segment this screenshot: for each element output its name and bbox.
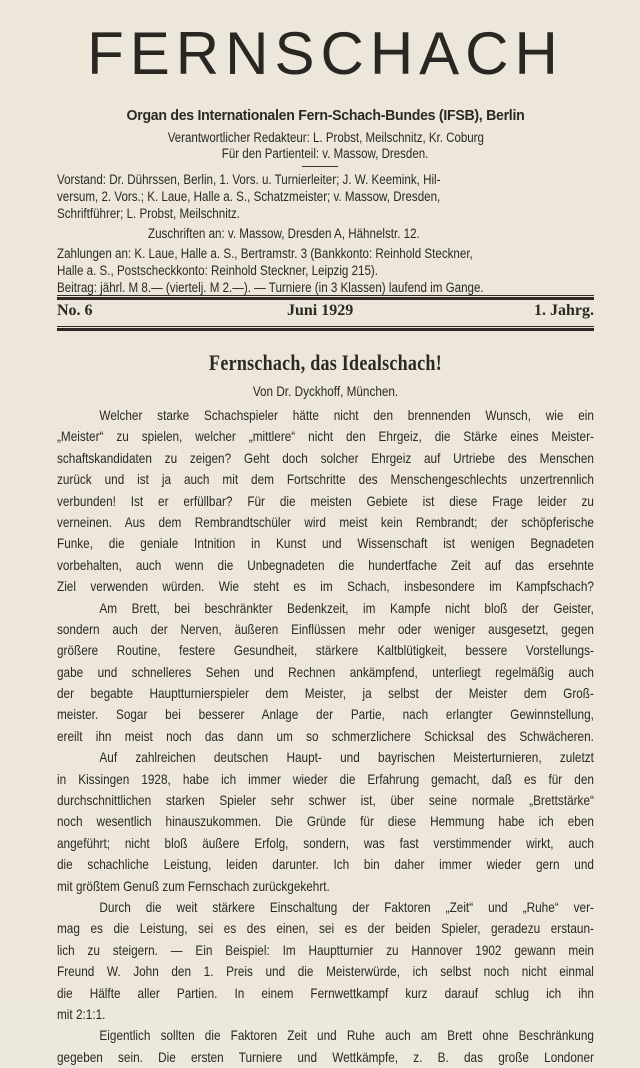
games-editor-text: Für den Partienteil: v. Massow, Dresden. — [222, 146, 429, 161]
masthead-editor — [57, 130, 594, 146]
text-line: mit 2:1:1. — [57, 1006, 106, 1022]
text-line: gegeben sein. Die ersten Turniere und Wettkämpfe, z. B. das große Londoner — [57, 1049, 594, 1065]
text-line: Ziel verwenden würden. Wie steht es im Schach, insbesondere im Kampfschach? — [57, 579, 594, 595]
issue-date: Juni 1929 — [287, 302, 354, 319]
text-line: Welcher starke Schachspieler hätte nicht den brennenden Wunsch, wie ein — [99, 408, 594, 423]
membership-fee: Beitrag: jährl. M 8.— (viertelj. M 2.—). — Turniere (in 3 Klassen) laufend im Gange. — [57, 280, 484, 295]
issue-bar — [57, 302, 594, 324]
masthead-games-editor — [57, 146, 594, 162]
text-line: verbunden! Ist er erfüllbar? Für die meisten Gebiete ist diese Frage leider zu — [57, 493, 594, 509]
text-line: der begabte Hauptturnierspieler dem Meister, ja selbst der Meister dem Groß- — [57, 686, 594, 702]
rule-bottom-thick — [57, 328, 594, 331]
rule-bottom-thin — [57, 326, 594, 327]
text-line: größere Routine, festere Gesundheit, stärkere Kaltblütigkeit, bessere Vorstellungs- — [57, 643, 594, 659]
text-line: vorbehalten, auch wenn die Unbegnadeten die hundertfache Zeit auf das ersehnte — [57, 557, 594, 573]
masthead-organ: Organ des Internationalen Fern-Schach-Bundes (IFSB), Berlin — [126, 107, 525, 124]
issue-number: No. 6 — [57, 302, 93, 319]
text-line: Am Brett, bei beschränkter Bedenkzeit, im Kampfe nicht bloß der Geister, — [99, 600, 594, 616]
paragraph-2 — [57, 598, 594, 748]
text-line: ereilt ihn meist noch das dann um so schmerzlichere Schicksal des Schwächeren. — [57, 728, 594, 744]
text-line: noch wesentlich hinauszukommen. Die Gründe für diese Hemmung habe ich eben — [57, 814, 594, 830]
masthead-title: FERNSCHACH — [87, 20, 564, 87]
text-line: sondern auch der Nerven, äußeren Einflüssen mehr oder weniger ausgesetzt, gegen — [57, 621, 594, 637]
text-line: „Meister“ zu spielen, welcher „mittlere“ nicht den Ehrgeiz, die Stärke eines Meister- — [57, 429, 594, 445]
board-line-3: Schriftführer; L. Probst, Meilschnitz. — [57, 206, 241, 221]
text-line: angeführt; nicht bloß äußere Erfolg, sondern, was fast verstimmender wirkt, auch — [57, 835, 594, 851]
payments-line-1: Zahlungen an: K. Laue, Halle a. S., Bertramstr. 3 (Bankkonto: Reinhold Steckner, — [57, 246, 473, 261]
rule-top-thin — [57, 295, 594, 296]
payments-line-2: Halle a. S., Postscheckkonto: Reinhold Steckner, Leipzig 215). — [57, 263, 379, 278]
paragraph-3 — [57, 747, 594, 897]
text-line: lich zu steigern. — Ein Beispiel: Im Hauptturnier zu Hannover 1902 gewann mein — [57, 942, 594, 958]
text-line: die schachliche Leistung, leiden darunter. Ich bin daher immer wieder gern und — [57, 857, 594, 873]
paragraph-1 — [57, 405, 594, 598]
text-line: gabe und schnelleres Sehen und Rechnen ankämpfend, unterliegt regelmäßig auch — [57, 664, 594, 680]
board-line-1: Vorstand: Dr. Dührssen, Berlin, 1. Vors. u. Turnierleiter; J. W. Keemink, Hil- — [57, 172, 441, 187]
paragraph-4 — [57, 897, 594, 1025]
board-line-2: versum, 2. Vors.; K. Laue, Halle a. S., Schatzmeister; v. Massow, Dresden, — [57, 189, 441, 204]
text-line: in Kissingen 1928, habe ich immer wieder die Erfahrung gemacht, daß es für den — [57, 771, 594, 787]
article-body — [57, 405, 594, 1068]
text-line: durchschnittlichen starken Spieler sehr schwer ist, über seine normale „Brettstärke“ — [57, 793, 594, 809]
short-divider — [302, 166, 338, 167]
editor-text: Verantwortlicher Redakteur: L. Probst, Meilschnitz, Kr. Coburg — [167, 130, 484, 145]
text-line: zurück und ist ja auch mit dem Fortschritte des Menschengeschlechts unzertrennlich — [57, 472, 594, 488]
article-headline: Fernschach, das Idealschach! — [209, 350, 442, 375]
text-line: Auf zahlreichen deutschen Haupt- und bayrischen Meisterturnieren, zuletzt — [99, 750, 594, 766]
issue-volume: 1. Jahrg. — [534, 302, 594, 319]
text-line: mit größtem Genuß zum Fernschach zurückgekehrt. — [57, 878, 330, 894]
text-line: Freund W. John den 1. Preis und die Meisterwürde, ich selbst noch nicht einmal — [57, 964, 594, 980]
paragraph-5 — [57, 1025, 594, 1068]
rule-top-thick — [57, 297, 594, 300]
text-line: verneinen. Aus dem Rembrandtschüler wird meist kein Rembrandt; der schöpferische — [57, 514, 594, 530]
text-line: die Hälfte aller Partien. In einem Fernwettkampf kurz darauf schlug ich ihn — [57, 985, 594, 1001]
text-line: Eigentlich sollten die Faktoren Zeit und Ruhe auch am Brett ohne Beschränkung — [99, 1028, 594, 1044]
correspondence-address: Zuschriften an: v. Massow, Dresden A, Hähnelstr. 12. — [148, 226, 420, 241]
text-line: Funke, die geniale Intnition in Kunst und Wissenschaft ist wenigen Begnadeten — [57, 536, 594, 552]
text-line: meister. Sogar bei besserer Anlage der Partie, nach erlangter Gewinnstellung, — [57, 707, 594, 723]
text-line: mag es die Leistung, sei es des einen, sei es der beiden Spieler, geradezu erstaun- — [57, 921, 594, 937]
text-line: Durch die weit stärkere Einschaltung der Faktoren „Zeit“ und „Ruhe“ ver- — [99, 899, 594, 915]
article-byline: Von Dr. Dyckhoff, München. — [252, 384, 399, 399]
text-line: schaftskandidaten zu zeigen? Geht doch solcher Ehrgeiz auf Urtriebe des Menschen — [57, 450, 594, 466]
